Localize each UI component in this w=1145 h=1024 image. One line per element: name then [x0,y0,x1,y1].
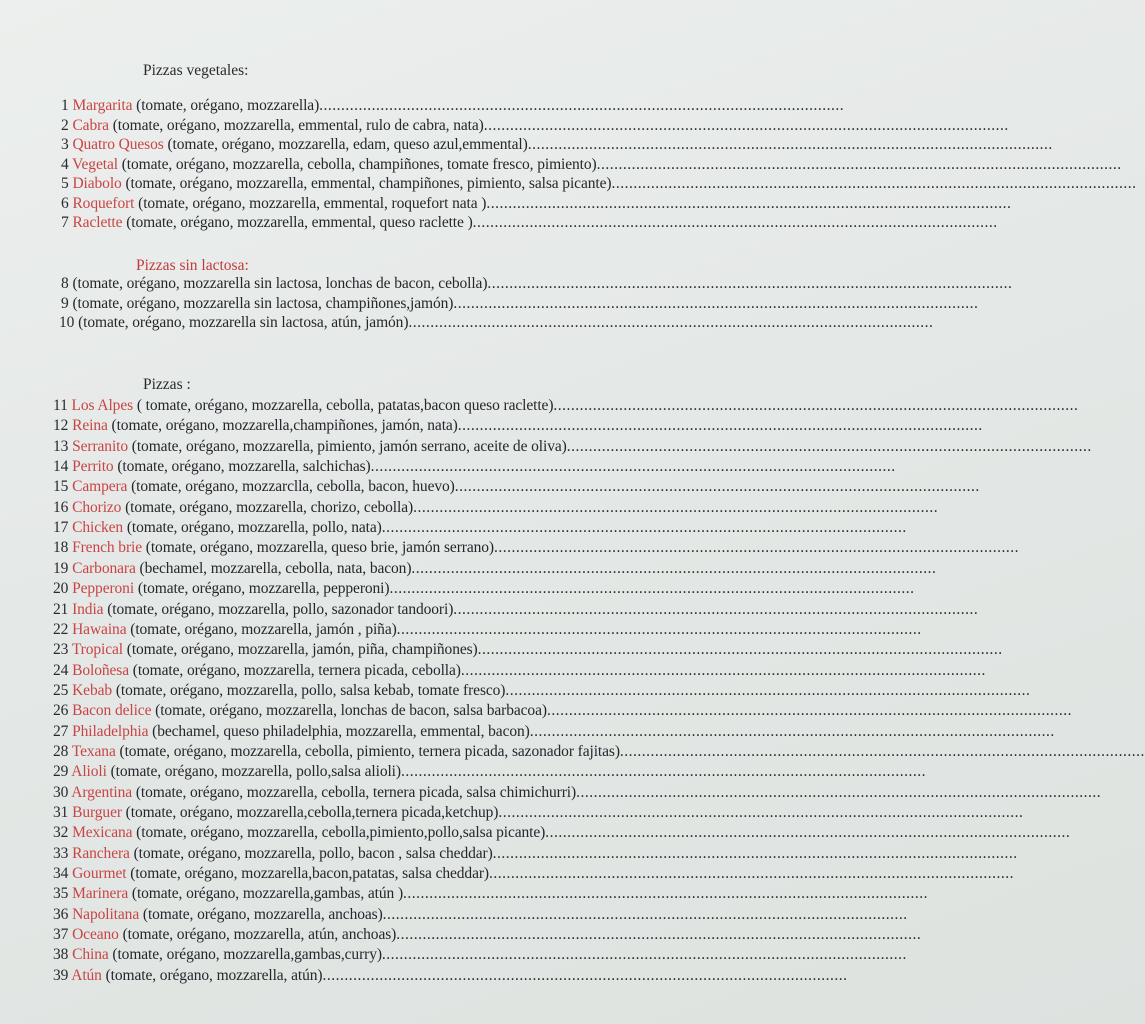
item-name: Philadelphia [72,722,149,740]
item-name: Bacon delice [72,702,152,720]
item-name: Quatro Quesos [72,136,164,153]
leader-dots: ........................................................................................................................ [492,844,1018,862]
item-description: (tomate, orégano, mozzarella, pepperoni) [134,580,390,598]
item-name: Raclette [72,214,123,231]
item-number: 31 [53,804,69,821]
item-number: 23 [53,641,69,659]
item-number: 17 [53,519,69,537]
menu-item [53,722,1055,741]
item-description: (tomate, orégano, mozzarella) [132,97,320,114]
menu-item [53,559,937,578]
item-number: 15 [53,478,69,496]
item-name: Roquefort [72,194,135,212]
item-number: 39 [53,966,69,984]
leader-dots: ........................................................................................................................ [477,641,1003,659]
menu-item [53,946,907,964]
item-number: 34 [53,865,69,883]
leader-dots: ........................................................................................................................ [403,885,929,903]
item-name: Margarita [72,97,133,114]
item-number: 12 [53,417,69,435]
menu-item [61,194,1012,213]
menu-item [53,783,1102,802]
leader-dots: ........................................................................................................................ [381,519,907,537]
item-description: (tomate, orégano, mozzarella, pollo,salsa alioli) [106,763,401,781]
item-name: French brie [72,539,143,557]
menu-item [53,661,986,680]
item-name: Chorizo [72,498,122,516]
leader-dots: ........................................................................................................................ [400,763,926,781]
leader-dots: ........................................................................................................................ [527,136,1053,153]
item-description: (tomate, orégano, mozzarella,gambas, atún ) [128,885,404,903]
leader-dots: ........................................................................................................................ [529,722,1055,740]
item-description: (tomate, orégano, mozzarella, cebolla,pimiento,pollo,salsa picante) [132,824,546,842]
menu-item [53,844,1018,863]
item-description: (tomate, orégano, mozzarella, ternera picada, cebolla) [128,661,461,679]
menu-item [53,437,1092,456]
leader-dots: ........................................................................................................................ [413,498,939,516]
menu-item [53,641,1003,659]
item-description: (tomate, orégano, mozzarella,champiñones, jamón, nata) [107,417,458,435]
leader-dots: ........................................................................................................................ [457,417,983,435]
leader-dots: ........................................................................................................................ [493,539,1019,557]
leader-dots: ........................................................................................................................ [553,397,1079,414]
item-name: China [72,946,109,964]
item-name: India [72,600,104,618]
item-name: Vegetal [72,155,118,173]
leader-dots: ........................................................................................................................ [460,661,986,679]
item-name: Burguer [72,804,122,821]
menu-item [53,417,983,435]
item-name: Serranito [72,437,129,455]
item-number: 21 [53,600,69,618]
item-number: 14 [53,458,69,476]
item-number: 3 [61,136,69,153]
menu-item [53,681,1031,700]
item-number: 19 [53,559,69,577]
item-name: Oceano [72,926,119,944]
item-number: 33 [53,844,69,862]
menu-item [59,314,934,332]
menu-item [61,294,979,313]
item-description: (tomate, orégano, mozzarella sin lactosa, champiñones,jamón) [72,294,454,312]
item-number: 26 [53,702,69,720]
item-number: 1 [61,97,69,114]
item-number: 4 [61,155,69,173]
leader-dots: ........................................................................................................................ [596,155,1122,173]
leader-dots: ........................................................................................................................ [370,458,896,476]
item-description: (tomate, orégano, mozzarella, emmental, queso raclette ) [122,214,473,231]
menu-item [61,116,1009,135]
item-number: 8 [61,275,69,292]
item-description: (tomate, orégano, mozzarella, pollo, nata) [123,519,382,537]
item-name: Alioli [71,763,107,781]
menu-item [53,885,929,903]
item-description: (tomate, orégano, mozzarella, emmental, roquefort nata ) [134,194,487,212]
leader-dots: ........................................................................................................................ [408,314,934,331]
item-number: 7 [61,214,69,231]
menu-item [53,580,915,598]
menu-item [53,804,1024,822]
item-number: 28 [53,742,69,760]
item-description: (tomate, orégano, mozzarella sin lactosa, lonchas de bacon, cebolla) [72,275,488,292]
item-name: Campera [72,478,128,496]
item-description: (tomate, orégano, mozzarella, atún, anchoas) [118,926,397,944]
item-description: (tomate, orégano, mozzarella, emmental, rulo de cabra, nata) [108,116,484,134]
menu-item [53,600,979,619]
item-name: Marinera [72,885,129,903]
item-number: 27 [53,722,69,740]
leader-dots: ........................................................................................................................ [566,437,1092,455]
item-description: (tomate, orégano, mozzarella sin lactosa, atún, jamón) [78,314,409,331]
item-number: 22 [53,620,69,638]
leader-dots: ........................................................................................................................ [576,783,1102,801]
menu-item [53,865,1014,883]
item-description: (tomate, orégano, mozzarella, jamón, piña, champiñones) [122,641,478,659]
item-number: 5 [61,175,69,192]
menu-item [53,498,939,517]
leader-dots: ........................................................................................................................ [486,194,1012,212]
leader-dots: ........................................................................................................................ [505,681,1031,699]
item-name: Tropical [71,641,123,659]
section-title: Pizzas vegetales: [143,62,249,79]
leader-dots: ........................................................................................................................ [488,865,1014,883]
leader-dots: ........................................................................................................................ [411,559,937,577]
item-number: 18 [53,539,69,557]
item-name: Chicken [72,519,124,537]
leader-dots: ........................................................................................................................ [546,702,1072,720]
item-number: 37 [53,926,69,944]
menu-item [61,214,998,232]
item-number: 10 [59,314,75,331]
leader-dots: ........................................................................................................................ [453,600,979,618]
item-description: (tomate, orégano, mozzarella, pimiento, jamón serrano, aceite de oliva) [128,437,567,455]
menu-item [61,136,1053,154]
item-description: (tomate, orégano, mozzarella, jamón , piña) [126,620,397,638]
menu-item [53,763,926,781]
item-number: 32 [53,824,69,842]
item-name: Gourmet [72,865,127,883]
item-description: (tomate, orégano, mozzarella, atún) [101,966,323,984]
menu-item [61,275,1013,293]
item-name: Ranchera [72,844,130,862]
item-name: Hawaina [72,620,127,638]
item-name: Carbonara [72,559,136,577]
item-number: 13 [53,437,69,455]
item-number: 29 [53,763,69,781]
item-description: (tomate, orégano, mozzarella, salchichas) [113,458,371,476]
item-description: (tomate, orégano, mozzarella, anchoas) [139,905,383,923]
item-number: 25 [53,681,69,699]
leader-dots: ........................................................................................................................ [472,214,998,231]
item-name: Reina [72,417,108,435]
item-name: Atún [71,966,102,984]
item-number: 35 [53,885,69,903]
menu-item [53,702,1072,720]
menu-item [53,620,922,639]
item-name: Mexicana [72,824,133,842]
leader-dots: ........................................................................................................................ [619,742,1145,760]
item-description: ( tomate, orégano, mozzarella, cebolla, patatas,bacon queso raclette) [133,397,554,414]
menu-item [61,155,1122,174]
item-description: (tomate, orégano, mozzarella, emmental, champiñones, pimiento, salsa picante) [121,175,612,192]
item-name: Perrito [72,458,114,476]
item-name: Argentina [71,783,133,801]
item-number: 20 [53,580,69,598]
menu-item [53,926,922,944]
item-name: Diabolo [72,175,122,192]
menu-item [53,458,896,476]
item-description: (tomate, orégano, mozzarella,bacon,patatas, salsa cheddar) [126,865,489,883]
item-description: (tomate, orégano, mozzarella, pollo, sazonador tandoori) [103,600,454,618]
item-name: Pepperoni [72,580,135,598]
menu-item [53,905,908,924]
item-description: (tomate, orégano, mozzarclla, cebolla, bacon, huevo) [127,478,455,496]
item-name: Napolitana [72,905,140,923]
leader-dots: ........................................................................................................................ [389,580,915,598]
menu-item [53,397,1079,415]
item-number: 11 [53,397,68,414]
menu-item [53,478,980,496]
item-description: (bechamel, mozzarella, cebolla, nata, bacon) [135,559,412,577]
item-description: (tomate, orégano, mozzarella, edam, queso azul,emmental) [163,136,528,153]
item-number: 2 [61,116,69,134]
item-description: (tomate, orégano, mozzarella, pollo, salsa kebab, tomate fresco) [112,681,506,699]
item-description: (tomate, orégano, mozzarella, lonchas de bacon, salsa barbacoa) [151,702,547,720]
item-description: (tomate, orégano, mozzarella, pollo, bacon , salsa cheddar) [129,844,493,862]
leader-dots: ........................................................................................................................ [487,275,1013,292]
leader-dots: ........................................................................................................................ [498,804,1024,821]
item-name: Los Alpes [71,397,134,414]
leader-dots: ........................................................................................................................ [454,478,980,496]
item-description: (tomate, orégano, mozzarella,gambas,curry) [108,946,382,964]
item-description: (tomate, orégano, mozzarella, cebolla, champiñones, tomate fresco, pimiento) [117,155,597,173]
menu-item [53,824,1071,842]
leader-dots: ........................................................................................................................ [319,97,845,114]
item-description: (tomate, orégano, mozzarella, cebolla, pimiento, ternera picada, sazonador fajitas) [115,742,620,760]
item-number: 16 [53,498,69,516]
menu-item [53,539,1019,557]
item-name: Kebab [72,681,113,699]
section-title: Pizzas : [143,376,191,393]
menu-item [53,519,907,537]
section-title: Pizzas sin lactosa: [136,257,249,274]
menu-item [53,742,1145,761]
leader-dots: ........................................................................................................................ [483,116,1009,134]
item-number: 38 [53,946,69,964]
leader-dots: ........................................................................................................................ [453,294,979,312]
menu-item [61,175,1137,193]
leader-dots: ........................................................................................................................ [396,620,922,638]
item-number: 36 [53,905,69,923]
item-name: Boloñesa [72,661,129,679]
item-description: (tomate, orégano, mozzarella, cebolla, ternera picada, salsa chimichurri) [132,783,577,801]
leader-dots: ........................................................................................................................ [322,966,848,984]
leader-dots: ........................................................................................................................ [381,946,907,964]
item-number: 24 [53,661,69,679]
leader-dots: ........................................................................................................................ [611,175,1137,192]
item-description: (bechamel, queso philadelphia, mozzarella, emmental, bacon) [148,722,530,740]
item-description: (tomate, orégano, mozzarella, queso brie, jamón serrano) [142,539,494,557]
item-description: (tomate, orégano, mozzarella, chorizo, cebolla) [121,498,414,516]
item-name: Cabra [72,116,109,134]
item-number: 6 [61,194,69,212]
leader-dots: ........................................................................................................................ [545,824,1071,842]
menu-item [53,966,848,985]
item-description: (tomate, orégano, mozzarella,cebolla,ternera picada,ketchup) [121,804,499,821]
leader-dots: ........................................................................................................................ [396,926,922,944]
menu-item [61,97,845,115]
leader-dots: ........................................................................................................................ [382,905,908,923]
item-number: 30 [53,783,69,801]
item-name: Texana [71,742,116,760]
item-number: 9 [61,294,69,312]
